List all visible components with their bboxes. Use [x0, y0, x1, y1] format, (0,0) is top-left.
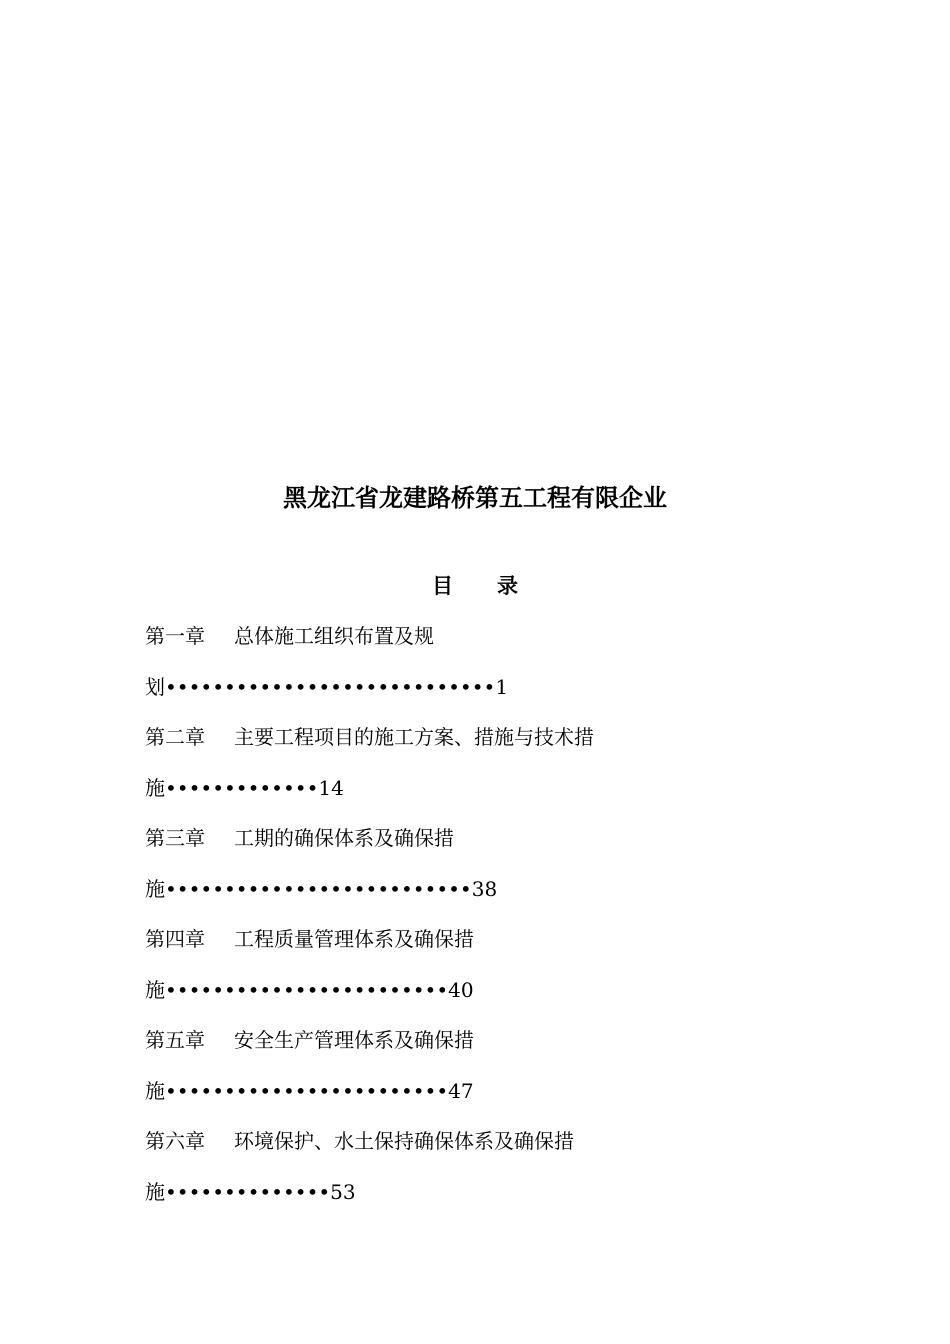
toc-entry-title-line	[145, 1121, 845, 1172]
toc-entry-title-line	[145, 616, 845, 667]
toc-entry-title-line	[145, 919, 845, 970]
toc-entry-chapter-3[interactable]	[145, 818, 845, 919]
page-number: 53	[330, 1179, 356, 1204]
chapter-title: 工期的确保体系及确保措	[234, 826, 454, 850]
chapter-title-tail: 施	[145, 977, 165, 1002]
chapter-title: 环境保护、水土保持确保体系及确保措	[234, 1129, 574, 1153]
chapter-title: 总体施工组织布置及规	[234, 624, 434, 648]
toc-entry-chapter-1[interactable]	[145, 616, 845, 717]
chapter-title-tail: 施	[145, 876, 165, 901]
page-number: 38	[471, 876, 498, 901]
chapter-title-tail: 施	[145, 1179, 165, 1204]
chapter-title-tail: 划	[145, 674, 165, 699]
chapter-title-tail: 施	[145, 1078, 165, 1103]
chapter-number: 第二章	[145, 725, 205, 749]
toc-entry-chapter-2[interactable]	[145, 717, 845, 818]
toc-entry-chapter-5[interactable]	[145, 1020, 845, 1121]
page-number: 47	[448, 1078, 474, 1103]
toc-entry-title-line	[145, 717, 845, 768]
page-number: 1	[495, 674, 509, 699]
page-number: 40	[448, 977, 474, 1002]
toc-entry-title-line	[145, 1020, 845, 1071]
toc-entry-leader-line	[145, 667, 845, 718]
toc-entry-chapter-4[interactable]	[145, 919, 845, 1020]
company-title: 黑龙江省龙建路桥第五工程有限企业	[283, 483, 667, 512]
chapter-title: 安全生产管理体系及确保措	[234, 1028, 474, 1052]
chapter-number: 第五章	[145, 1028, 205, 1052]
toc-heading-char-2: 录	[497, 573, 518, 598]
chapter-title: 工程质量管理体系及确保措	[234, 927, 474, 951]
toc-heading	[0, 570, 950, 602]
dot-leader: ••••••••••••••••••••••••	[165, 1078, 449, 1103]
chapter-title-tail: 施	[145, 775, 165, 800]
chapter-number: 第四章	[145, 927, 205, 951]
chapter-number: 第三章	[145, 826, 205, 850]
toc-entry-title-line	[145, 818, 845, 869]
dot-leader: ••••••••••••••••••••••••••	[165, 876, 472, 901]
dot-leader: •••••••••••••	[165, 775, 319, 800]
dot-leader: ••••••••••••••••••••••••••••	[165, 674, 496, 699]
dot-leader: ••••••••••••••	[165, 1179, 331, 1204]
toc-entry-leader-line	[145, 970, 845, 1021]
chapter-number: 第一章	[145, 624, 205, 648]
toc-entry-leader-line	[145, 1172, 845, 1223]
dot-leader: ••••••••••••••••••••••••	[165, 977, 449, 1002]
toc-entry-leader-line	[145, 768, 845, 819]
toc-entry-leader-line	[145, 1071, 845, 1122]
toc-list	[145, 616, 845, 1222]
chapter-number: 第六章	[145, 1129, 205, 1153]
toc-entry-leader-line	[145, 869, 845, 920]
chapter-title: 主要工程项目的施工方案、措施与技术措	[234, 725, 594, 749]
toc-entry-chapter-6[interactable]	[145, 1121, 845, 1222]
toc-heading-char-1: 目	[432, 573, 453, 598]
page-number: 14	[318, 775, 344, 800]
